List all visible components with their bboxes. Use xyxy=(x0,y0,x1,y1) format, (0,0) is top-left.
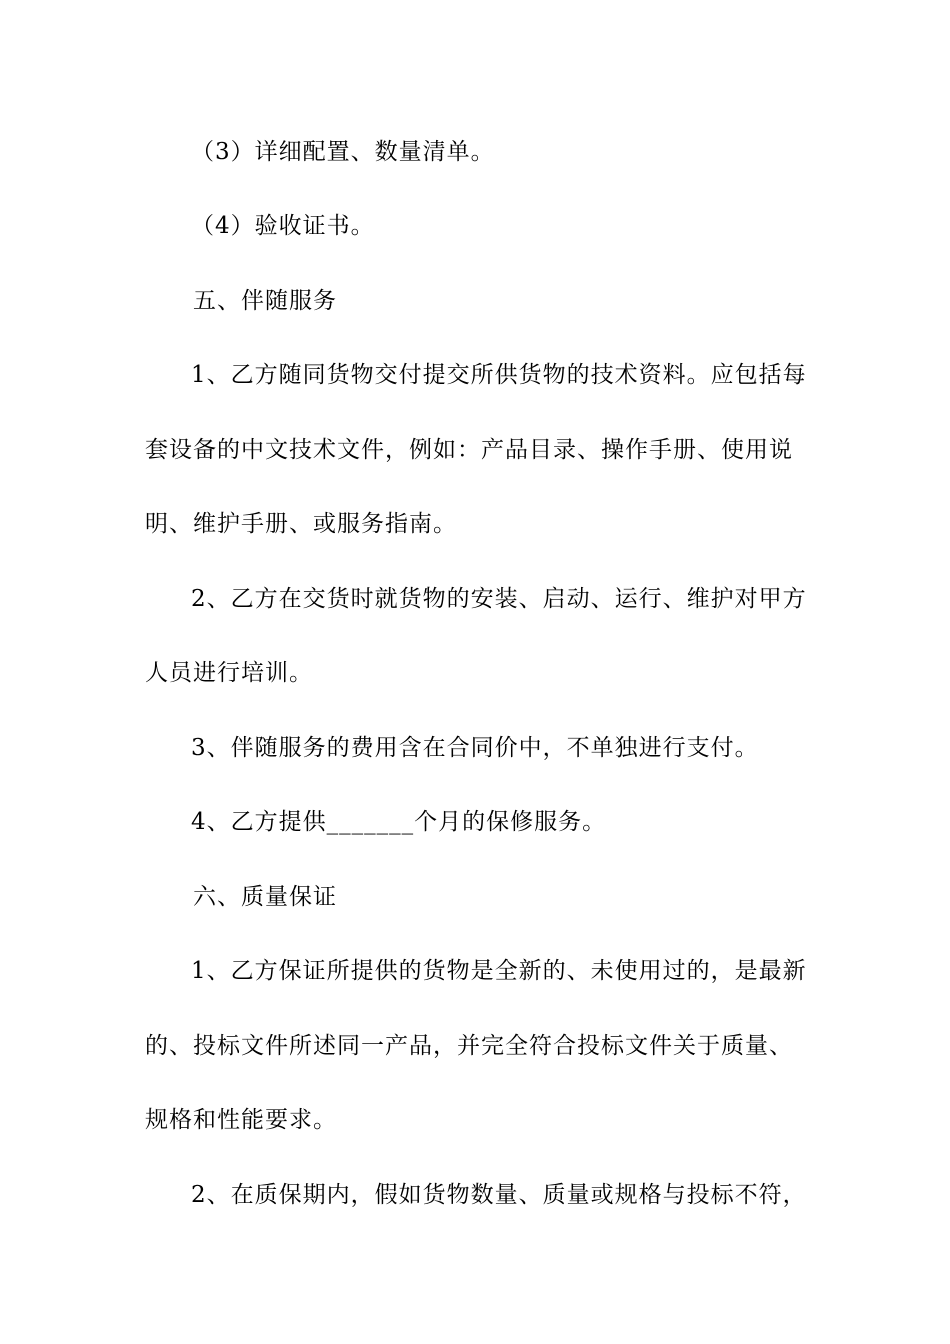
item-3-detailed-config: （3）详细配置、数量清单。 xyxy=(191,139,495,165)
paragraph-line: 人员进行培训。 xyxy=(145,660,313,686)
paragraph-line: 明、维护手册、或服务指南。 xyxy=(145,511,457,537)
section-heading-accompanying-services: 五、伴随服务 xyxy=(193,288,337,314)
paragraph-line-warranty-months: 4、乙方提供_______个月的保修服务。 xyxy=(191,809,607,835)
paragraph-line: 3、伴随服务的费用含在合同价中，不单独进行支付。 xyxy=(191,735,759,761)
paragraph-line: 规格和性能要求。 xyxy=(145,1107,337,1133)
paragraph-line: 1、乙方保证所提供的货物是全新的、未使用过的，是最新 xyxy=(191,958,807,984)
paragraph-line: 1、乙方随同货物交付提交所供货物的技术资料。应包括每 xyxy=(191,362,807,388)
section-heading-quality-assurance: 六、质量保证 xyxy=(193,884,337,910)
item-4-acceptance-certificate: （4）验收证书。 xyxy=(191,213,375,239)
paragraph-line: 2、在质保期内，假如货物数量、质量或规格与投标不符， xyxy=(191,1182,807,1208)
paragraph-line: 的、投标文件所述同一产品，并完全符合投标文件关于质量、 xyxy=(145,1033,793,1059)
paragraph-line: 套设备的中文技术文件，例如：产品目录、操作手册、使用说 xyxy=(145,437,793,463)
paragraph-line: 2、乙方在交货时就货物的安装、启动、运行、维护对甲方 xyxy=(191,586,807,612)
